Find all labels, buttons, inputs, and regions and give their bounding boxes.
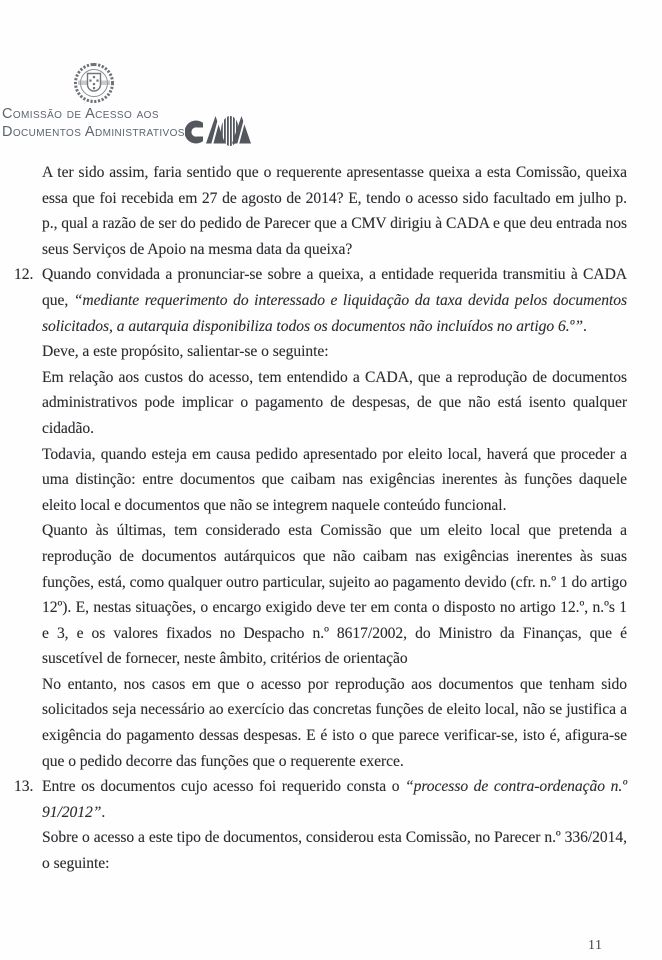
organization-name: [2, 106, 185, 141]
quoted-citation-text: “processo de contra-ordenação n.º 91/2012”: [42, 778, 627, 821]
body-text: Quanto às últimas, tem considerado esta Comissão que um eleito local que pretenda a reprodução de documentos autárquicos que não caibam nas exigências inerentes às suas funções, está, como qualquer outro particular, sujeito ao pagamento devido (cfr. n.º 1 do artigo 12º). E, nestas situações, o encargo exigido deve ter em conta o disposto no artigo 12.º, n.ºs 1 e 3, e os valores fixados no Despacho n.º 8617/2002, do Ministro da Finanças, que é suscetível de fornecer, neste âmbito, critérios de orientação: [42, 522, 627, 668]
body-text: .: [582, 317, 587, 335]
body-text: Sobre o acesso a este tipo de documentos, considerou esta Comissão, no Parecer n.º 336/2014, o seguinte:: [42, 829, 627, 873]
numbered-paragraph: [14, 262, 627, 339]
paragraph: [42, 672, 627, 774]
document-body: [14, 160, 627, 877]
body-text: A ter sido assim, faria sentido que o requerente apresentasse queixa a esta Comissão, queixa essa que foi recebida em 27 de agosto de 2014? E, tendo o acesso sido facultado em julho p. p., qual a razão de ser do pedido de Parecer que a CMV dirigiu à CADA e que deu entrada nos seus Serviços de Apoio na mesma data da queixa?: [42, 164, 627, 258]
body-text: Entre os documentos cujo acesso foi requerido consta o: [42, 778, 405, 796]
quoted-citation-text: “mediante requerimento do interessado e liquidação da taxa devida pelos documentos solicitados, a autarquia disponibiliza todos os documentos não incluídos no artigo 6.º”: [42, 291, 627, 335]
paragraph-number: 12.: [14, 266, 34, 284]
page-number: 11: [588, 938, 603, 953]
cada-logo: [185, 113, 251, 149]
paragraph-number: 13.: [14, 778, 34, 796]
body-text: Quando convidada a pronunciar-se sobre a queixa, a entidade requerida transmitiu à CADA que,: [42, 266, 627, 309]
paragraph: [42, 160, 627, 262]
body-text: Deve, a este propósito, salientar-se o seguinte:: [42, 343, 329, 361]
paragraph: [42, 825, 627, 876]
paragraph: [42, 339, 627, 365]
body-text: Em relação aos custos do acesso, tem entendido a CADA, que a reprodução de documentos administrativos pode implicar o pagamento de despesas, de que não está isento qualquer cidadão.: [42, 368, 627, 437]
portuguese-republic-coat-of-arms-icon: [72, 60, 116, 108]
body-text: No entanto, nos casos em que o acesso por reprodução aos documentos que tenham sido solicitados seja necessário ao exercício das concretas funções de eleito local, não se justifica a exigência do pagamento dessas despesas. E é isto o que parece verificar-se, isto é, afigura-se que o pedido decorre das funções que o requerente exerce.: [42, 675, 627, 770]
paragraph: [42, 365, 627, 442]
paragraph: [42, 442, 627, 519]
organization-name-line2: Documentos Administrativos: [2, 123, 185, 140]
organization-name-line1: Comissão de Acesso aos: [2, 106, 159, 122]
paragraph: [42, 518, 627, 672]
body-text: Todavia, quando esteja em causa pedido apresentado por eleito local, haverá que proceder a uma distinção: entre documentos que caibam nas exigências inerentes às funções daquele eleito local e documentos que não se integrem naquele conteúdo funcional.: [42, 445, 627, 514]
numbered-paragraph: [14, 774, 627, 825]
body-text: .: [101, 803, 106, 821]
